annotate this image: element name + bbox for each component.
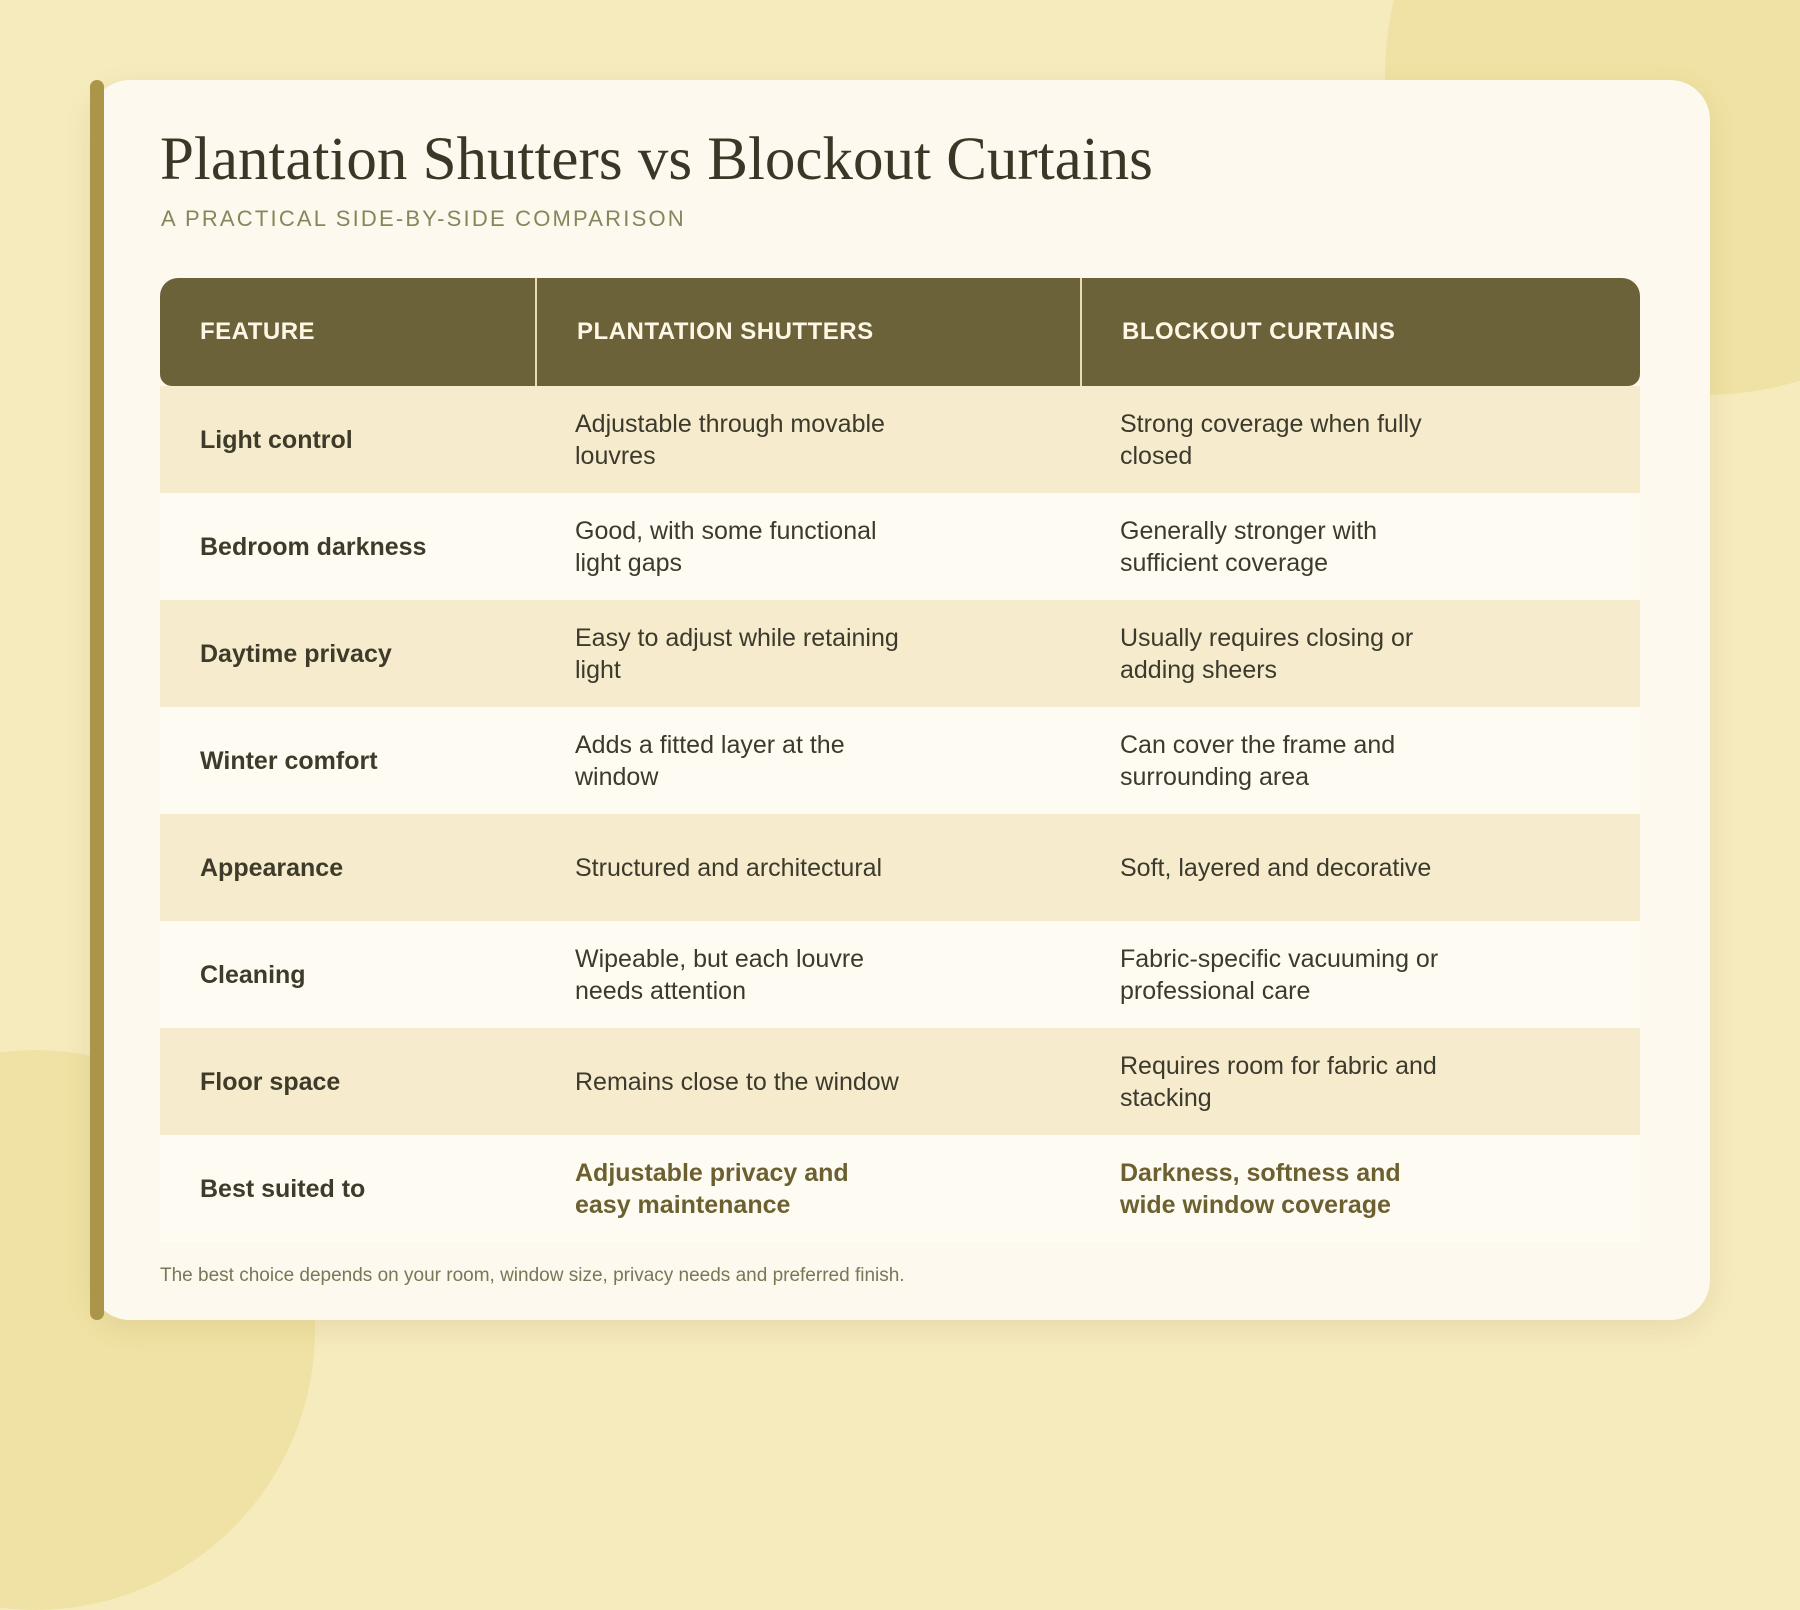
curtains-cell [1080, 600, 1640, 707]
table-row [160, 600, 1640, 707]
table-row [160, 1135, 1640, 1242]
shutters-cell [535, 493, 1080, 600]
shutters-cell-text: Remains close to the window [575, 1067, 899, 1096]
shutters-cell-text: Structured and architectural [575, 853, 883, 882]
curtains-cell-text: Usually requires closing or adding sheers [1120, 623, 1414, 684]
shutters-cell [535, 921, 1080, 1028]
shutters-cell-text: Good, with some functional light gaps [575, 516, 877, 577]
header-blockout-curtains: BLOCKOUT CURTAINS [1080, 278, 1640, 386]
table-row [160, 814, 1640, 921]
curtains-cell [1080, 707, 1640, 814]
feature-cell: Daytime privacy [160, 600, 535, 707]
feature-cell: Best suited to [160, 1135, 535, 1242]
shutters-cell-text: Adjustable through movable louvres [575, 409, 885, 470]
table-row [160, 386, 1640, 493]
feature-cell: Floor space [160, 1028, 535, 1135]
card-accent-bar [90, 80, 104, 1320]
curtains-cell-text: Generally stronger with sufficient coverage [1120, 516, 1378, 577]
shutters-cell [535, 707, 1080, 814]
shutters-cell [535, 1135, 1080, 1242]
feature-cell: Winter comfort [160, 707, 535, 814]
shutters-cell-text: Adds a fitted layer at the window [575, 730, 845, 791]
curtains-cell-text: Strong coverage when fully closed [1120, 409, 1422, 470]
curtains-cell-text: Requires room for fabric and stacking [1120, 1051, 1437, 1112]
comparison-table-container [160, 278, 1640, 1242]
shutters-cell-text: Easy to adjust while retaining light [575, 623, 899, 684]
table-row [160, 493, 1640, 600]
page-title: Plantation Shutters vs Blockout Curtains [160, 126, 1153, 193]
page-subtitle: A PRACTICAL SIDE-BY-SIDE COMPARISON [161, 206, 686, 231]
table-row [160, 921, 1640, 1028]
table-row [160, 1028, 1640, 1135]
shutters-cell-text: Adjustable privacy and easy maintenance [575, 1158, 849, 1219]
comparison-table [160, 278, 1640, 1242]
shutters-cell [535, 814, 1080, 921]
curtains-cell [1080, 814, 1640, 921]
header-plantation-shutters: PLANTATION SHUTTERS [535, 278, 1080, 386]
curtains-cell-text: Fabric-specific vacuuming or professional care [1120, 944, 1439, 1005]
table-row [160, 707, 1640, 814]
table-header-row [160, 278, 1640, 386]
shutters-cell [535, 1028, 1080, 1135]
shutters-cell [535, 386, 1080, 493]
curtains-cell [1080, 1135, 1640, 1242]
curtains-cell-text: Darkness, softness and wide window coverage [1120, 1158, 1401, 1219]
footnote: The best choice depends on your room, window size, privacy needs and preferred finish. [160, 1265, 905, 1286]
feature-cell: Bedroom darkness [160, 493, 535, 600]
curtains-cell [1080, 1028, 1640, 1135]
curtains-cell-text: Can cover the frame and surrounding area [1120, 730, 1396, 791]
feature-cell: Appearance [160, 814, 535, 921]
shutters-cell-text: Wipeable, but each louvre needs attention [575, 944, 865, 1005]
shutters-cell [535, 600, 1080, 707]
feature-cell: Light control [160, 386, 535, 493]
curtains-cell-text: Soft, layered and decorative [1120, 853, 1432, 882]
curtains-cell [1080, 921, 1640, 1028]
header-feature: FEATURE [160, 278, 535, 386]
curtains-cell [1080, 386, 1640, 493]
feature-cell: Cleaning [160, 921, 535, 1028]
curtains-cell [1080, 493, 1640, 600]
